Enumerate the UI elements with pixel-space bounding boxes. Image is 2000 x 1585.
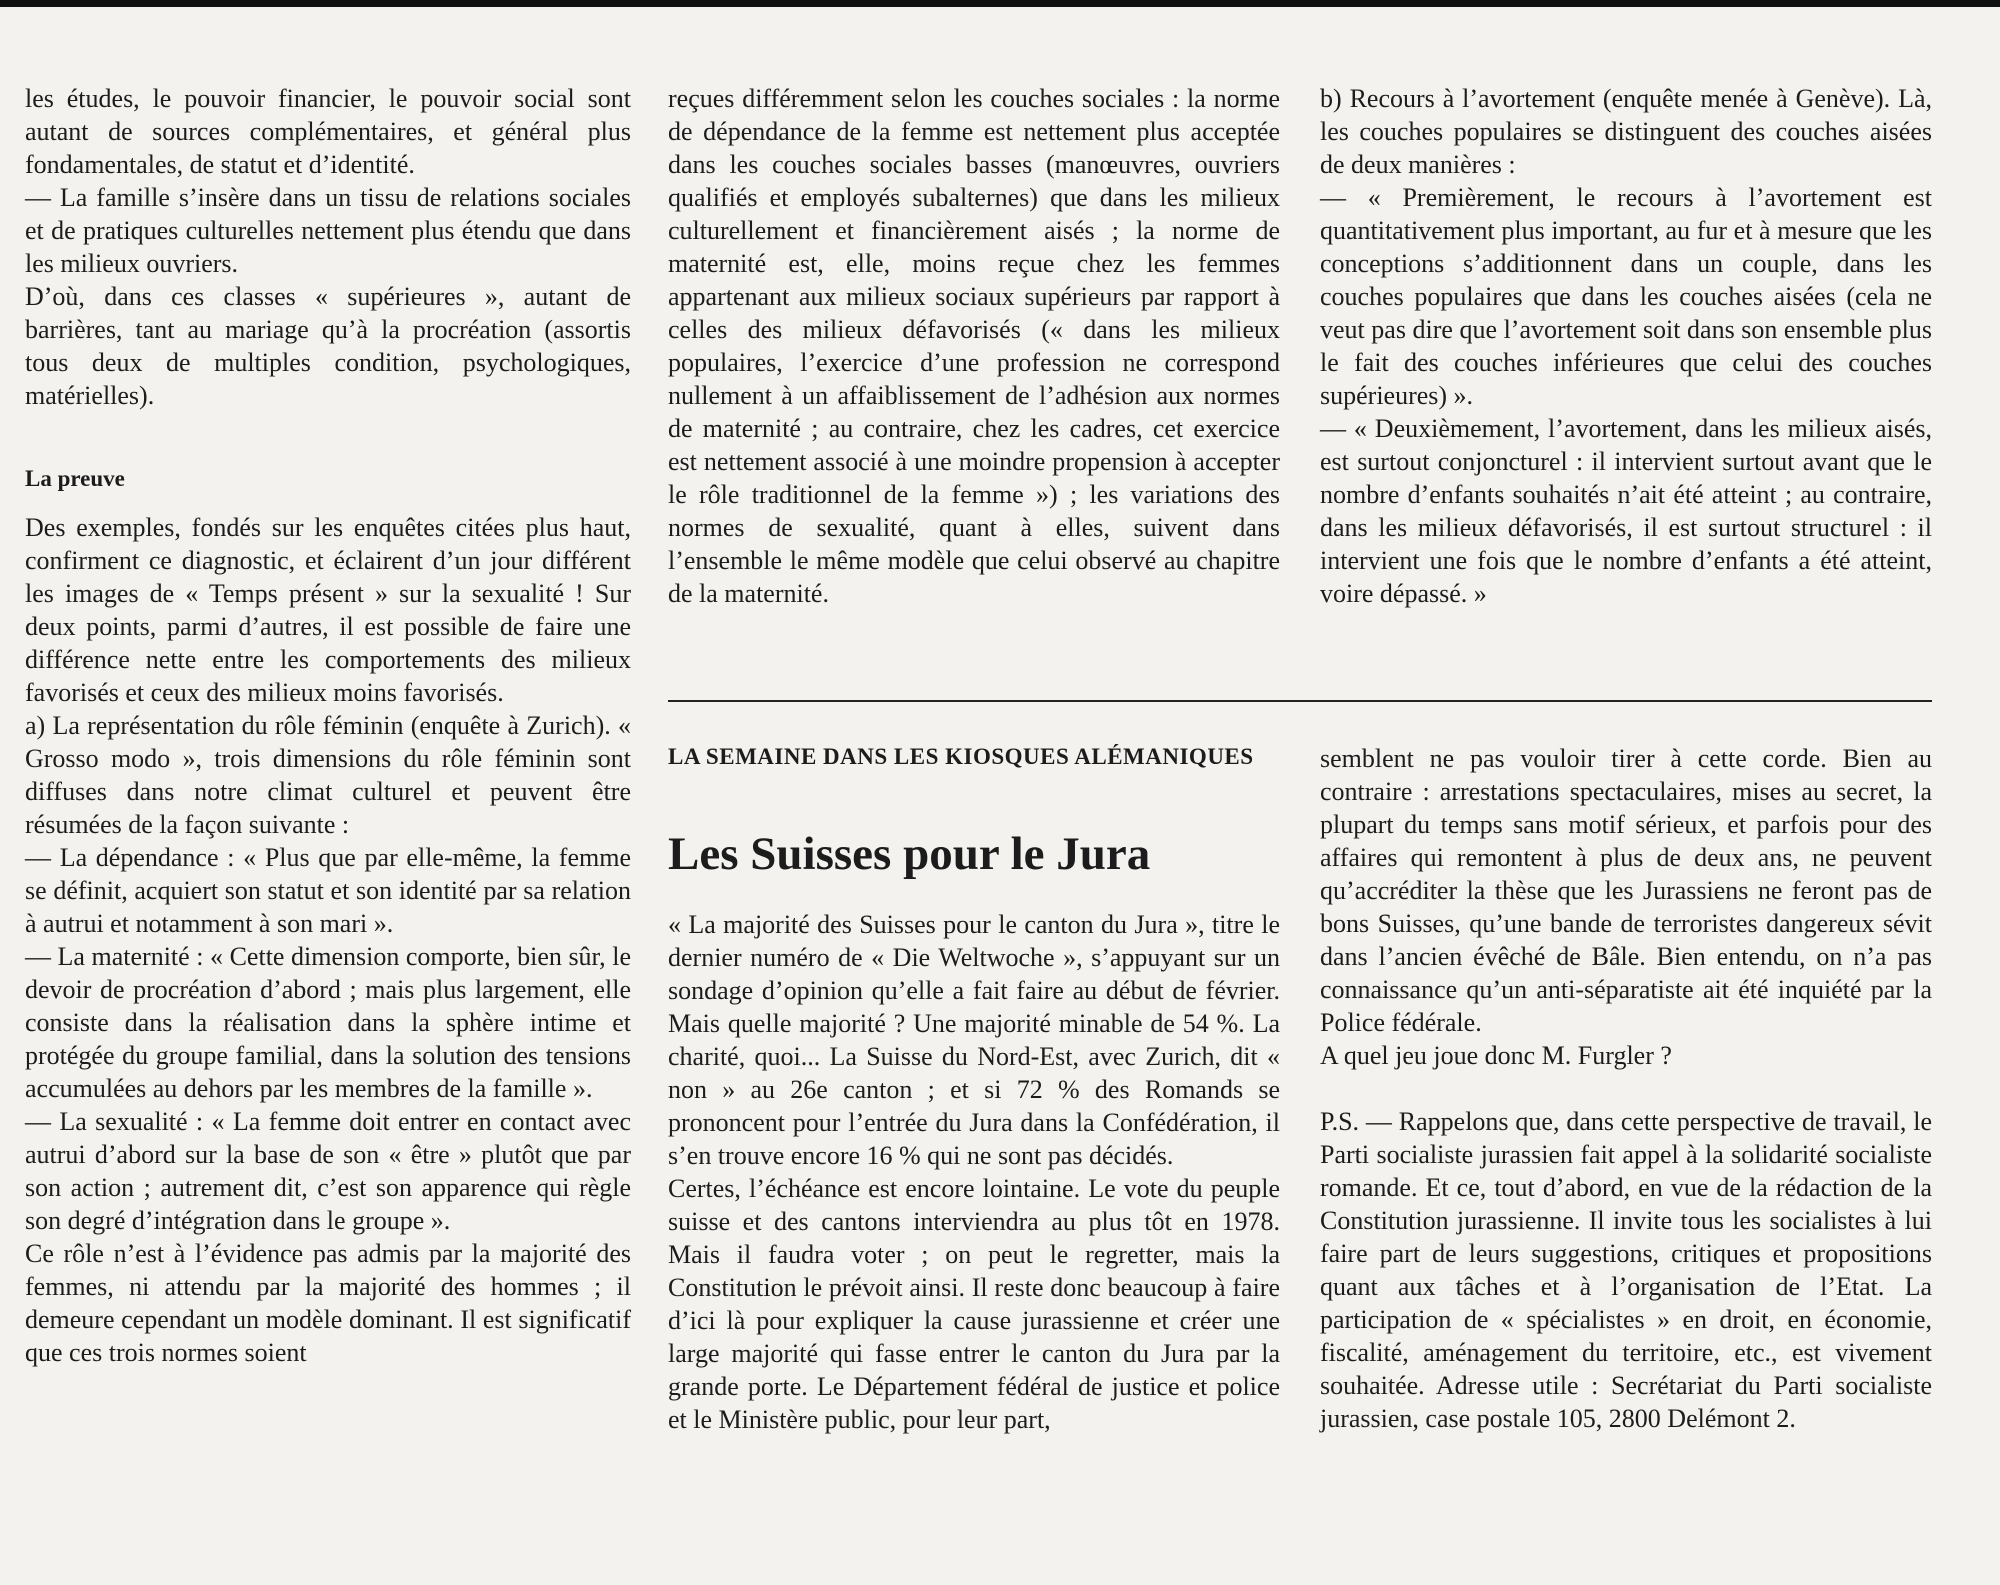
paragraph: les études, le pouvoir financier, le pouvoir social sont autant de sources complémentaires, et général plus fondamentales, de statut et d’identité. (25, 84, 631, 179)
paragraph: — « Premièrement, le recours à l’avortement est quantitativement plus important, au fur et à mesure que les conceptions s’additionnent dans un couple, dans les couches populaires que dans les couches aisées (cela ne veut pas dire que l’avortement soit dans son ensemble plus le fait des couches inférieures que celui des couches supérieures) ». (1320, 183, 1932, 410)
paragraph: P.S. — Rappelons que, dans cette perspective de travail, le Parti socialiste jurassien fait appel à la solidarité socialiste romande. Et ce, tout d’abord, en vue de la rédaction de la Constitution jurassienne. Il invite tous les socialistes à lui faire part de leurs suggestions, critiques et propositions quant aux tâches et à l’organisation de l’Etat. La participation de « spécialistes » en droit, en économie, fiscalité, aménagement du territoire, etc., est vivement souhaitée. Adresse utile : Secrétariat du Parti socialiste jurassien, case postale 105, 2800 Delémont 2. (1320, 1107, 1932, 1433)
column-2 (668, 82, 1280, 610)
paragraph: Ce rôle n’est à l’évidence pas admis par la majorité des femmes, ni attendu par la majorité des hommes ; il demeure cependant un modèle dominant. Il est significatif que ces trois normes soient (25, 1239, 631, 1367)
column-1 (25, 82, 631, 1369)
section-subhead: La preuve (25, 466, 125, 491)
article-column-2 (1320, 742, 1932, 1435)
paragraph: A quel jeu joue donc M. Furgler ? (1320, 1041, 1672, 1070)
paragraph: « La majorité des Suisses pour le canton du Jura », titre le dernier numéro de « Die Weltwoche », s’appuyant sur un sondage d’opinion qu’elle a fait faire au début de février. Mais quelle majorité ? Une majorité minable de 54 %. La charité, quoi... La Suisse du Nord-Est, avec Zurich, dit « non » au 26e canton ; et si 72 % des Romands se prononcent pour l’entrée du Jura dans la Confédération, il s’en trouve encore 16 % qui ne sont pas décidés. (668, 910, 1280, 1170)
paragraph: reçues différemment selon les couches sociales : la norme de dépendance de la femme est nettement plus acceptée dans les couches sociales basses (manœuvres, ouvriers qualifiés et employés subalternes) que dans les milieux culturellement et financièrement aisés ; la norme de maternité est, elle, moins reçue chez les femmes appartenant aux milieux sociaux supérieurs par rapport à celles des milieux défavorisés (« dans les milieux populaires, l’exercice d’une profession ne correspond nullement à un affaiblissement de l’adhésion aux normes de maternité ; au contraire, chez les cadres, cet exercice est nettement associé à une moindre propension à accepter le rôle traditionnel de la femme ») ; les variations des normes de sexualité, quant à elles, suivent dans l’ensemble le même modèle que celui observé au chapitre de la maternité. (668, 84, 1280, 608)
paragraph: — La sexualité : « La femme doit entrer en contact avec autrui d’abord sur la base de son « être » plutôt que par son action ; autrement dit, c’est son apparence qui règle son degré d’intégration dans le groupe ». (25, 1107, 631, 1235)
page-top-border (0, 0, 2000, 7)
paragraph: — La famille s’insère dans un tissu de relations sociales et de pratiques culturelles nettement plus étendu que dans les milieux ouvriers. (25, 183, 631, 278)
paragraph: b) Recours à l’avortement (enquête menée à Genève). Là, les couches populaires se distinguent des couches aisées de deux manières : (1320, 84, 1932, 179)
column-3 (1320, 82, 1932, 610)
paragraph: D’où, dans ces classes « supérieures », autant de barrières, tant au mariage qu’à la procréation (assortis tous deux de multiples condition, psychologiques, matérielles). (25, 282, 631, 410)
article-headline: Les Suisses pour le Jura (668, 828, 1151, 880)
article-column-1 (668, 908, 1280, 1436)
article-kicker: LA SEMAINE DANS LES KIOSQUES ALÉMANIQUES (668, 744, 1254, 769)
paragraph: Des exemples, fondés sur les enquêtes citées plus haut, confirment ce diagnostic, et éclairent d’un jour différent les images de « Temps présent » sur la sexualité ! Sur deux points, parmi d’autres, il est possible de faire une différence nette entre les comportements des milieux favorisés et ceux des milieux moins favorisés. (25, 513, 631, 707)
paragraph: Certes, l’échéance est encore lointaine. Le vote du peuple suisse et des cantons interviendra au plus tôt en 1978. Mais il faudra voter ; on peut le regretter, mais la Constitution le prévoit ainsi. Il reste donc beaucoup à faire d’ici là pour expliquer la cause jurassienne et créer une large majorité qui fasse entrer le canton du Jura par la grande porte. Le Département fédéral de justice et police et le Ministère public, pour leur part, (668, 1174, 1280, 1434)
paragraph: a) La représentation du rôle féminin (enquête à Zurich). « Grosso modo », trois dimensions du rôle féminin sont diffuses dans notre climat culturel et peuvent être résumées de la façon suivante : (25, 711, 631, 839)
paragraph: semblent ne pas vouloir tirer à cette corde. Bien au contraire : arrestations spectaculaires, mises au secret, la plupart du temps sans motif sérieux, et parfois pour des affaires qui remontent à plus de deux ans, ne peuvent qu’accréditer la thèse que les Jurassiens ne feront pas de bons Suisses, qu’une bande de terroristes dangereux sévit dans l’ancien évêché de Bâle. Bien entendu, on n’a pas connaissance qu’un anti-séparatiste ait été inquiété par la Police fédérale. (1320, 744, 1932, 1037)
paragraph: — La dépendance : « Plus que par elle-même, la femme se définit, acquiert son statut et son identité par sa relation à autrui et notamment à son mari ». (25, 843, 631, 938)
paragraph: — « Deuxièmement, l’avortement, dans les milieux aisés, est surtout conjoncturel : il intervient surtout avant que le nombre d’enfants souhaités n’ait été atteint ; au contraire, dans les milieux défavorisés, il est surtout structurel : il intervient une fois que le nombre d’enfants a été atteint, voire dépassé. » (1320, 414, 1932, 608)
section-divider (668, 700, 1932, 702)
paragraph: — La maternité : « Cette dimension comporte, bien sûr, le devoir de procréation d’abord ; mais plus largement, elle consiste dans la réalisation dans la sphère intime et protégée du groupe familial, dans la solution des tensions accumulées au dehors par les membres de la famille ». (25, 942, 631, 1103)
